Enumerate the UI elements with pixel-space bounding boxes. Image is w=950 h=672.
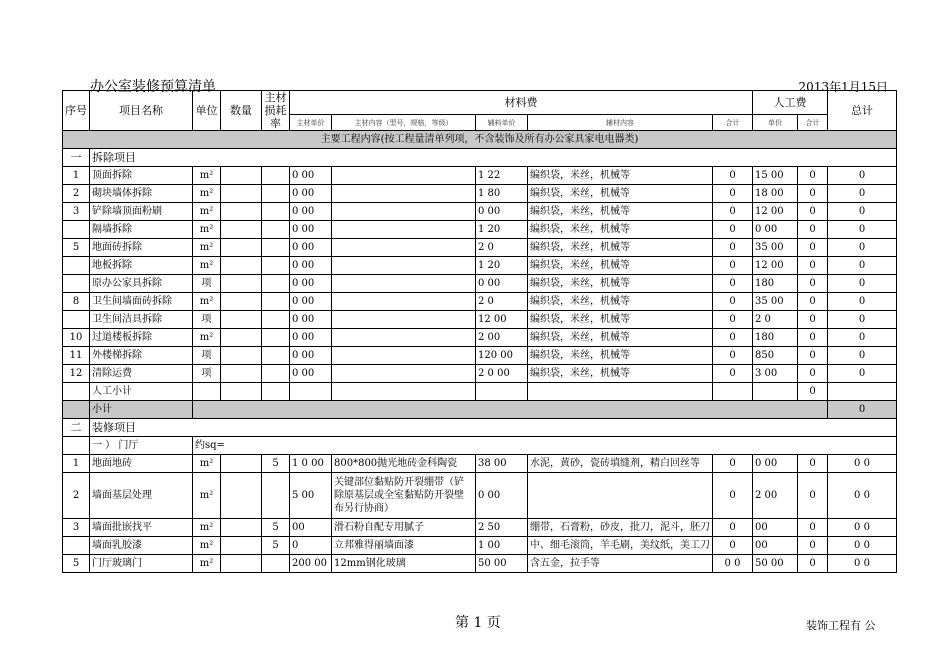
cell-lp: 2 0 [753,311,798,329]
cell-mc: 关键部位黏贴防开裂绷带（铲除原基层或全室黏贴防开裂壁布另行协商） [332,473,476,519]
cell-mp: 200 00 [290,555,332,573]
cell-unit: m² [193,185,221,203]
cell-name: 过道楼板拆除 [90,329,193,347]
cell-ap: 1 22 [476,167,528,185]
banner-row [63,131,897,149]
cell-lp: 00 [753,537,798,555]
table-row [63,473,897,519]
cell-loss [262,365,290,383]
header-loss: 主材损耗率 [262,91,290,131]
cell-total: 0 [828,203,897,221]
cell-ms: 0 [713,167,753,185]
cell-unit: m² [193,221,221,239]
cell-qty [221,167,262,185]
cell-seq: 1 [63,167,90,185]
cell-unit: m² [193,473,221,519]
cell-lp: 2 00 [753,473,798,519]
cell-ap: 0 00 [476,203,528,221]
table-row [63,329,897,347]
cell-ap: 1 80 [476,185,528,203]
cell-ap: 120 00 [476,347,528,365]
cell-total: 0 [828,293,897,311]
cell-ms: 0 [713,537,753,555]
cell-ms: 0 0 [713,555,753,573]
cell-ac: 编织袋，米丝，机械等 [528,239,713,257]
cell-seq: 2 [63,473,90,519]
cell-mp: 0 00 [290,329,332,347]
table-row [63,167,897,185]
cell-ls: 0 [798,555,828,573]
header-labor-price: 单价 [753,115,798,131]
cell-ms: 0 [713,257,753,275]
cell-ls: 0 [798,185,828,203]
cell-unit: m² [193,167,221,185]
cell-mc [332,167,476,185]
cell-ap: 0 00 [476,473,528,519]
cell-total: 0 0 [828,537,897,555]
subsection-note: 约sq= [193,437,897,455]
cell-ap: 0 00 [476,275,528,293]
cell-qty [221,555,262,573]
cell-seq [63,537,90,555]
section-number: 一 [63,149,90,167]
cell-seq: 3 [63,519,90,537]
cell-ls: 0 [798,365,828,383]
cell-unit: m² [193,257,221,275]
cell-mp: 0 00 [290,311,332,329]
cell-name: 地面地砖 [90,455,193,473]
cell-name: 清除运费 [90,365,193,383]
cell-ac: 编织袋，米丝，机械等 [528,347,713,365]
cell-name: 墙面乳胶漆 [90,537,193,555]
labor-subtotal-row [63,383,897,401]
cell-qty [221,203,262,221]
cell-qty [221,519,262,537]
cell-lp: 180 [753,275,798,293]
cell-ls: 0 [798,167,828,185]
cell-lp: 50 00 [753,555,798,573]
cell-mp: 0 00 [290,257,332,275]
cell-unit: m² [193,329,221,347]
table-row [63,257,897,275]
cell-ms: 0 [713,329,753,347]
table-row [63,203,897,221]
cell-mc: 800*800抛光地砖金科陶瓷 [332,455,476,473]
cell-total: 0 [828,365,897,383]
cell-ms: 0 [713,239,753,257]
cell-mp: 0 [290,537,332,555]
cell-total: 0 [828,329,897,347]
table-row [63,239,897,257]
cell-lp: 180 [753,329,798,347]
cell-mc [332,347,476,365]
cell-unit: 项 [193,365,221,383]
cell-mp: 0 00 [290,221,332,239]
cell-ms: 0 [713,365,753,383]
cell-ac: 水泥，黄砂，瓷砖填缝剂，精白回丝等 [528,455,713,473]
cell-total: 0 0 [828,519,897,537]
cell-seq: 10 [63,329,90,347]
cell-unit: m² [193,555,221,573]
section-label: 拆除项目 [90,149,897,167]
table-row [63,519,897,537]
cell-seq [63,257,90,275]
cell-qty [221,347,262,365]
cell-name: 墙面批嵌找平 [90,519,193,537]
subsection-row [63,437,897,455]
cell-loss [262,311,290,329]
cell-ac: 绷带，石膏粉，砂皮，批刀，泥斗，胚刀 [528,519,713,537]
header-labor-sum: 合计 [798,115,828,131]
cell-mc [332,221,476,239]
cell-name: 隔墙拆除 [90,221,193,239]
cell-unit: m² [193,455,221,473]
cell-name: 铲除墙顶面粉刷 [90,203,193,221]
cell-mp: 1 0 00 [290,455,332,473]
cell-ls: 0 [798,329,828,347]
labor-subtotal-value: 0 [798,383,828,401]
cell-qty [221,239,262,257]
cell-qty [221,293,262,311]
cell-unit: m² [193,239,221,257]
header-aux-content: 辅材内容 [528,115,713,131]
subtotal-row [63,401,897,419]
cell-ms: 0 [713,203,753,221]
header-row [63,91,897,115]
cell-name: 地板拆除 [90,257,193,275]
cell-ms: 0 [713,519,753,537]
cell-qty [221,185,262,203]
cell-ls: 0 [798,275,828,293]
table-row [63,275,897,293]
cell-mp: 0 00 [290,203,332,221]
cell-unit: m² [193,519,221,537]
cell-total: 0 0 [828,473,897,519]
cell-ls: 0 [798,257,828,275]
table-row [63,185,897,203]
section-row-2 [63,419,897,437]
cell-ls: 0 [798,473,828,519]
company-name: 装饰工程有 公 [806,619,876,632]
header-seq: 序号 [63,91,90,131]
cell-mc [332,365,476,383]
cell-lp: 12 00 [753,257,798,275]
cell-mp: 0 00 [290,293,332,311]
cell-qty [221,221,262,239]
cell-ap: 50 00 [476,555,528,573]
cell-loss [262,347,290,365]
cell-seq: 11 [63,347,90,365]
cell-ms: 0 [713,185,753,203]
cell-name: 砌块墙体拆除 [90,185,193,203]
subtotal-label: 小计 [90,401,193,419]
cell-qty [221,473,262,519]
cell-ac: 编织袋，米丝，机械等 [528,329,713,347]
cell-loss [262,293,290,311]
cell-lp: 12 00 [753,203,798,221]
cell-mc [332,257,476,275]
cell-total: 0 [828,185,897,203]
cell-loss [262,185,290,203]
cell-ls: 0 [798,311,828,329]
cell-mp: 5 00 [290,473,332,519]
cell-mc [332,293,476,311]
cell-ac [528,473,713,519]
cell-total: 0 0 [828,555,897,573]
cell-qty [221,311,262,329]
cell-loss [262,239,290,257]
header-total: 总计 [828,91,897,131]
cell-ac: 编织袋，米丝，机械等 [528,221,713,239]
cell-lp: 35 00 [753,293,798,311]
subtotal-value: 0 [828,401,897,419]
cell-qty [221,329,262,347]
cell-ac: 编织袋，米丝，机械等 [528,293,713,311]
cell-lp: 0 00 [753,221,798,239]
cell-loss [262,257,290,275]
table-row [63,311,897,329]
cell-qty [221,365,262,383]
cell-total: 0 [828,221,897,239]
cell-ac: 编织袋，米丝，机械等 [528,257,713,275]
table-row [63,365,897,383]
cell-mc [332,239,476,257]
cell-ms: 0 [713,293,753,311]
budget-table [62,90,897,573]
section-number: 二 [63,419,90,437]
cell-loss [262,555,290,573]
cell-ls: 0 [798,537,828,555]
cell-ms: 0 [713,347,753,365]
cell-name: 门厅玻璃门 [90,555,193,573]
cell-lp: 850 [753,347,798,365]
cell-ls: 0 [798,221,828,239]
cell-ap: 2 0 [476,293,528,311]
cell-loss: 5 [262,455,290,473]
cell-qty [221,257,262,275]
cell-total: 0 [828,311,897,329]
table-row [63,455,897,473]
table-row [63,221,897,239]
cell-loss [262,221,290,239]
cell-lp: 18 00 [753,185,798,203]
page-number: 第 1 页 [455,615,501,631]
cell-ap: 2 00 [476,329,528,347]
cell-ap: 38 00 [476,455,528,473]
cell-lp: 00 [753,519,798,537]
cell-ac: 编织袋，米丝，机械等 [528,311,713,329]
cell-seq [63,275,90,293]
cell-name: 地面砖拆除 [90,239,193,257]
cell-mc: 滑石粉自配专用腻子 [332,519,476,537]
cell-mp: 0 00 [290,185,332,203]
cell-ac: 中、细毛滚筒，羊毛刷，美纹纸，美工刀 [528,537,713,555]
cell-mc: 立邦雅得丽墙面漆 [332,537,476,555]
cell-seq [63,311,90,329]
cell-ap: 2 50 [476,519,528,537]
cell-ac: 含五金，拉手等 [528,555,713,573]
cell-ls: 0 [798,519,828,537]
table-row [63,347,897,365]
cell-mp: 00 [290,519,332,537]
cell-loss [262,473,290,519]
cell-unit: 项 [193,275,221,293]
cell-loss [262,203,290,221]
cell-qty [221,455,262,473]
table-row [63,555,897,573]
cell-seq: 5 [63,239,90,257]
cell-lp: 35 00 [753,239,798,257]
cell-mc [332,275,476,293]
cell-mc [332,185,476,203]
cell-total: 0 [828,167,897,185]
cell-ms: 0 [713,473,753,519]
document-title: 办公室装修预算清单 [90,79,216,95]
cell-mp: 0 00 [290,167,332,185]
header-unit: 单位 [193,91,221,131]
cell-ac: 编织袋，米丝，机械等 [528,365,713,383]
cell-name: 卫生间洁具拆除 [90,311,193,329]
subsection-label: 一 ） 门厅 [90,437,193,455]
cell-ls: 0 [798,455,828,473]
cell-seq: 1 [63,455,90,473]
cell-loss: 5 [262,537,290,555]
cell-ap: 12 00 [476,311,528,329]
header-aux-price: 辅料单价 [476,115,528,131]
header-materials: 材料费 [290,91,753,115]
cell-mp: 0 00 [290,347,332,365]
header-labor: 人工费 [753,91,828,115]
cell-seq: 12 [63,365,90,383]
cell-ap: 1 20 [476,221,528,239]
cell-seq: 8 [63,293,90,311]
header-name: 项目名称 [90,91,193,131]
cell-mc [332,311,476,329]
cell-qty [221,275,262,293]
table-row [63,293,897,311]
document-date: 2013年1月15日 [798,80,888,94]
cell-lp: 15 00 [753,167,798,185]
section-label: 装修项目 [90,419,897,437]
header-qty: 数量 [221,91,262,131]
cell-ls: 0 [798,239,828,257]
cell-ac: 编织袋，米丝，机械等 [528,203,713,221]
cell-mc: 12mm钢化玻璃 [332,555,476,573]
cell-unit: m² [193,203,221,221]
cell-ap: 1 20 [476,257,528,275]
cell-ap: 1 00 [476,537,528,555]
cell-seq: 2 [63,185,90,203]
cell-loss [262,167,290,185]
cell-name: 墙面基层处理 [90,473,193,519]
cell-unit: m² [193,293,221,311]
cell-unit: 项 [193,347,221,365]
cell-total: 0 0 [828,455,897,473]
cell-name: 顶面拆除 [90,167,193,185]
cell-total: 0 [828,239,897,257]
banner-text: 主要工程内容(按工程量清单列项，不含装饰及所有办公家具家电电器类) [63,131,897,149]
cell-name: 卫生间墙面砖拆除 [90,293,193,311]
cell-lp: 3 00 [753,365,798,383]
cell-name: 外楼梯拆除 [90,347,193,365]
cell-ms: 0 [713,275,753,293]
cell-loss: 5 [262,519,290,537]
cell-qty [221,537,262,555]
table-row [63,537,897,555]
cell-seq [63,221,90,239]
section-row-1 [63,149,897,167]
cell-mp: 0 00 [290,275,332,293]
cell-total: 0 [828,275,897,293]
cell-total: 0 [828,347,897,365]
cell-ms: 0 [713,311,753,329]
cell-loss [262,275,290,293]
cell-ac: 编织袋，米丝，机械等 [528,167,713,185]
cell-ls: 0 [798,203,828,221]
header-main-content: 主材内容（型号，规格，等级） [332,115,476,131]
header-mat-sum: 合计 [713,115,753,131]
cell-unit: m² [193,537,221,555]
cell-total: 0 [828,257,897,275]
cell-seq: 3 [63,203,90,221]
labor-subtotal-label: 人工小计 [90,383,193,401]
cell-ac: 编织袋，米丝，机械等 [528,185,713,203]
cell-mp: 0 00 [290,365,332,383]
cell-mp: 0 00 [290,239,332,257]
cell-mc [332,329,476,347]
cell-ac: 编织袋，米丝，机械等 [528,275,713,293]
cell-name: 原办公家具拆除 [90,275,193,293]
header-main-price: 主材单价 [290,115,332,131]
cell-unit: 项 [193,311,221,329]
cell-seq: 5 [63,555,90,573]
cell-ap: 2 0 [476,239,528,257]
cell-ms: 0 [713,221,753,239]
cell-ls: 0 [798,293,828,311]
cell-loss [262,329,290,347]
cell-ms: 0 [713,455,753,473]
cell-lp: 0 00 [753,455,798,473]
cell-ap: 2 0 00 [476,365,528,383]
cell-ls: 0 [798,347,828,365]
cell-mc [332,203,476,221]
